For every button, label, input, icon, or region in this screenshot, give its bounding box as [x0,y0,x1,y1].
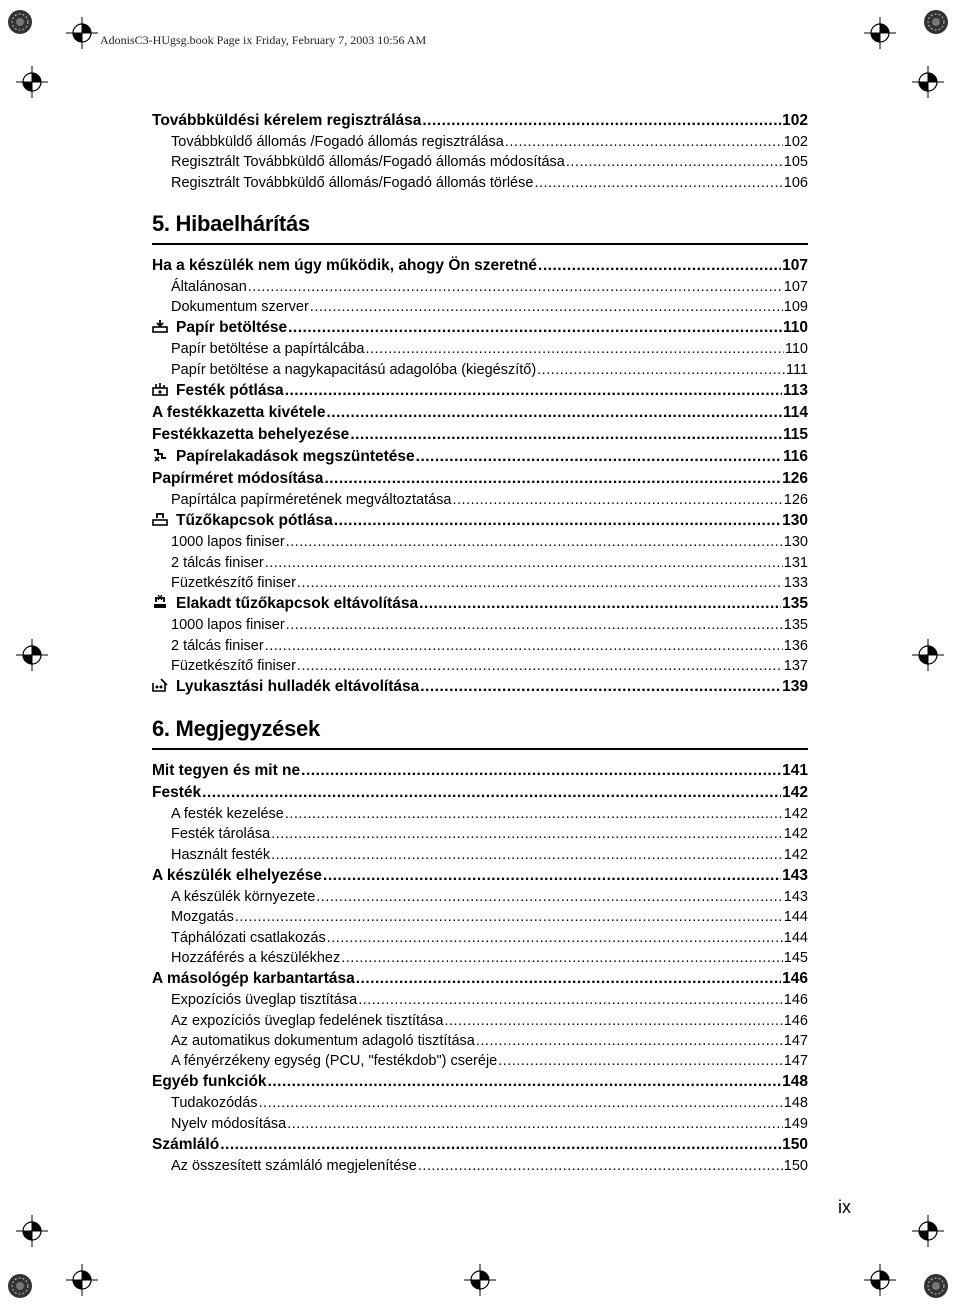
toc-page-number: 135 [783,617,808,634]
toc-page-number: 115 [782,426,808,444]
staple-load-icon [152,511,168,525]
toc-section-entry[interactable] [152,255,808,277]
toc-page-number: 111 [785,361,808,378]
dot-leader [326,402,782,424]
dot-leader [323,865,781,887]
toc-page-number: 146 [782,970,808,988]
toc-page-number: 144 [783,909,808,926]
toc-subsection-entry[interactable] [152,1011,808,1031]
toc-subsection-entry[interactable] [152,845,808,865]
toc-page-number: 150 [783,1158,808,1175]
page-header-slug: AdonisC3-HUgsg.book Page ix Friday, February 7, 2003 10:56 AM [100,33,427,47]
dot-leader [259,1093,783,1113]
toc-entry-title: Mozgatás [171,909,234,926]
dot-leader [356,968,781,990]
toc-page-number: 142 [783,846,808,863]
registration-mark-icon [864,1264,896,1296]
registration-mark-icon [464,1264,496,1296]
dot-leader [286,532,783,552]
toc-section-entry[interactable] [152,865,808,887]
toc-page-number: 142 [782,784,808,802]
toc-section-entry[interactable] [152,968,808,990]
toc-subsection-entry[interactable] [152,1051,808,1071]
toc-entry-title: 1000 lapos finiser [171,617,285,634]
dot-leader [248,277,783,297]
toc-entry-title: A festék kezelése [171,806,284,823]
color-target-icon [6,1272,34,1300]
registration-mark-icon [912,1215,944,1247]
misfeed-icon [152,447,168,461]
toc-page-number: 149 [783,1115,808,1132]
toc-page-number: 136 [783,637,808,654]
dot-leader [476,1031,783,1051]
toc-page-number: 131 [783,554,808,571]
toc-entry-title: Használt festék [171,846,271,863]
toc-page-number: 102 [783,134,808,150]
toc-entry-title: Tűzőkapcsok pótlása [176,512,333,530]
toc-entry-title: A készülék elhelyezése [152,867,323,885]
toc-subsection-entry[interactable] [152,277,808,297]
toc-section-entry[interactable] [152,760,808,782]
dot-leader [416,446,782,468]
color-target-icon [922,8,950,36]
registration-mark-icon [912,66,944,98]
toc-subsection-entry[interactable] [152,887,808,907]
toc-page-number: 126 [783,492,808,509]
dot-leader [310,297,783,317]
toc-entry-title: Továbbküldő állomás /Fogadó állomás regisztrálása [171,134,504,150]
toc-page-number: 130 [783,534,808,551]
toc-entry-title: Ha a készülék nem úgy működik, ahogy Ön szeretné [152,256,538,274]
toc-entry-title: A festékkazetta kivétele [152,404,326,422]
registration-mark-icon [66,1264,98,1296]
dot-leader [566,152,783,172]
dot-leader [341,948,783,968]
dot-leader [202,782,781,804]
toc-page-number: 146 [783,992,808,1009]
toc-entry-title: A fényérzékeny egység (PCU, "festékdob") cseréje [171,1053,498,1070]
registration-mark-icon [912,639,944,671]
toc-entry-title: Mit tegyen és mit ne [152,762,301,780]
dot-leader [285,804,783,824]
toc-entry-title: Expozíciós üveglap tisztítása [171,992,358,1009]
toc-page-number: 109 [783,299,808,316]
toc-subsection-entry[interactable] [152,553,808,573]
toc-page-number: 146 [783,1012,808,1029]
toc-entry-title: Továbbküldési kérelem regisztrálása [152,112,422,129]
toc-entry-title: Papír betöltése [176,319,288,337]
dot-leader [538,255,781,277]
toc-subsection-entry[interactable] [152,804,808,824]
dot-leader [350,424,782,446]
toc-subsection-entry[interactable] [152,360,808,380]
toc-subsection-entry[interactable] [152,907,808,927]
registration-mark-icon [16,1215,48,1247]
dot-leader [301,760,781,782]
toc-page-number: 148 [782,1073,808,1091]
toc-subsection-entry[interactable] [152,636,808,656]
toc-subsection-entry[interactable] [152,573,808,593]
toc-subsection-entry[interactable] [152,824,808,844]
toc-subsection-entry[interactable] [152,1093,808,1113]
toc-entry-title: Papírelakadások megszüntetése [176,448,415,466]
toner-icon [152,381,168,395]
toc-subsection-entry[interactable] [152,132,808,152]
registration-mark-icon [66,17,98,49]
toc-page-number: 142 [783,806,808,823]
dot-leader [286,615,783,635]
dot-leader [420,676,781,698]
toc-entry-title: Papír betöltése a nagykapacitású adagolóba (kiegészítő) [171,361,537,378]
toc-section-entry[interactable] [152,676,808,698]
toc-page-number: 126 [782,470,808,488]
dot-leader [498,1051,783,1071]
toc-subsection-entry[interactable] [152,173,808,193]
toc-entry-title: Táphálózati csatlakozás [171,929,326,946]
toc-page-number: 145 [783,949,808,966]
toc-entry-title: Hozzáférés a készülékhez [171,949,341,966]
toc-subsection-entry[interactable] [152,656,808,676]
toc-page-number: 113 [782,382,808,400]
dot-leader [287,1114,783,1134]
toc-entry-title: Az összesített számláló megjelenítése [171,1158,417,1175]
toc-entry-title: Számláló [152,1136,220,1154]
toc-section-entry[interactable] [152,380,808,402]
toc-entry-title: Egyéb funkciók [152,1073,267,1091]
toc-entry-title: Papír betöltése a papírtálcába [171,341,365,358]
registration-mark-icon [16,639,48,671]
color-target-icon [922,1272,950,1300]
dot-leader [327,928,783,948]
dot-leader [288,317,782,339]
toc-subsection-entry[interactable] [152,990,808,1010]
dot-leader [418,1156,783,1176]
dot-leader [419,593,781,615]
toc-entry-title: Az expozíciós üveglap fedelének tisztítása [171,1012,444,1029]
toc-entry-title: Füzetkészítő finiser [171,574,296,591]
toc-entry-title: Elakadt tűzőkapcsok eltávolítása [176,595,419,613]
dot-leader [444,1011,782,1031]
dot-leader [534,173,782,193]
toc-entry-title: A készülék környezete [171,889,316,906]
toc-page-number: 107 [782,256,808,274]
toc-page-number: 105 [783,154,808,171]
toc-subsection-entry[interactable] [152,615,808,635]
toc-subsection-entry[interactable] [152,928,808,948]
toc-page-number: 106 [783,174,808,191]
toc-page-number: 139 [782,678,808,696]
dot-leader [297,656,783,676]
toc-subsection-entry[interactable] [152,152,808,172]
toc-section-entry[interactable] [152,1134,808,1156]
dot-leader [422,110,781,132]
toc-section-entry[interactable] [152,402,808,424]
table-of-contents [152,110,808,1176]
toc-page-number: 141 [782,762,808,780]
paper-load-icon [152,318,168,332]
toc-entry-title: Regisztrált Továbbküldő állomás/Fogadó állomás törlése [171,174,534,191]
toc-page-number: 144 [783,929,808,946]
dot-leader [297,573,783,593]
dot-leader [537,360,785,380]
toc-entry-title: Festék pótlása [176,382,284,400]
toc-section-entry[interactable] [152,110,808,132]
registration-mark-icon [864,17,896,49]
dot-leader [271,824,783,844]
toc-entry-title: Festék tárolása [171,826,271,843]
toc-page-number: 110 [782,319,808,337]
toc-page-number: 130 [782,512,808,530]
toc-section-entry[interactable] [152,317,808,339]
page-number: ix [838,1197,851,1217]
toc-subsection-entry[interactable] [152,948,808,968]
staple-jam-icon [152,594,168,608]
chapter-heading: 5. Hibaelhárítás [152,207,808,245]
toc-subsection-entry[interactable] [152,297,808,317]
toc-page-number: 147 [783,1032,808,1049]
toc-page-number: 107 [783,278,808,295]
toc-subsection-entry[interactable] [152,1031,808,1051]
toc-subsection-entry[interactable] [152,339,808,359]
dot-leader [365,339,783,359]
chapter-heading: 6. Megjegyzések [152,712,808,750]
toc-entry-title: Az automatikus dokumentum adagoló tisztítása [171,1032,475,1049]
dot-leader [220,1134,781,1156]
toc-page-number: 148 [783,1095,808,1112]
toc-subsection-entry[interactable] [152,490,808,510]
toc-entry-title: 1000 lapos finiser [171,534,285,551]
toc-section-entry[interactable] [152,468,808,490]
toc-entry-title: Általánosan [171,278,247,295]
toc-page-number: 137 [783,657,808,674]
toc-subsection-entry[interactable] [152,532,808,552]
toc-page-number: 102 [782,112,808,129]
toc-entry-title: 2 tálcás finiser [171,637,264,654]
toc-entry-title: 2 tálcás finiser [171,554,264,571]
toc-page-number: 116 [782,448,808,466]
toc-page-number: 150 [782,1136,808,1154]
toc-entry-title: Nyelv módosítása [171,1115,287,1132]
dot-leader [324,468,781,490]
color-target-icon [6,8,34,36]
dot-leader [285,380,782,402]
toc-entry-title: Dokumentum szerver [171,299,309,316]
toc-entry-title: Papírtálca papírméretének megváltoztatása [171,492,452,509]
toc-entry-title: Füzetkészítő finiser [171,657,296,674]
dot-leader [265,553,783,573]
dot-leader [271,845,783,865]
toc-page-number: 147 [783,1053,808,1070]
toc-subsection-entry[interactable] [152,1114,808,1134]
toc-entry-title: Festékkazetta behelyezése [152,426,350,444]
toc-page-number: 133 [783,574,808,591]
toc-entry-title: Regisztrált Továbbküldő állomás/Fogadó állomás módosítása [171,154,565,171]
toc-section-entry[interactable] [152,1071,808,1093]
toc-page-number: 143 [782,867,808,885]
dot-leader [334,510,781,532]
dot-leader [452,490,782,510]
toc-page-number: 110 [784,341,808,358]
toc-entry-title: Papírméret módosítása [152,470,324,488]
toc-section-entry[interactable] [152,446,808,468]
toc-page-number: 142 [783,826,808,843]
registration-mark-icon [16,66,48,98]
toc-section-entry[interactable] [152,424,808,446]
toc-entry-title: Tudakozódás [171,1095,258,1112]
dot-leader [505,132,783,152]
toc-section-entry[interactable] [152,593,808,615]
toc-entry-title: A másológép karbantartása [152,970,355,988]
toc-page-number: 114 [782,404,808,422]
dot-leader [358,990,783,1010]
toc-page-number: 143 [783,889,808,906]
toc-entry-title: Festék [152,784,202,802]
toc-entry-title: Lyukasztási hulladék eltávolítása [176,678,420,696]
dot-leader [316,887,783,907]
dot-leader [268,1071,782,1093]
dot-leader [265,636,783,656]
toc-section-entry[interactable] [152,782,808,804]
toc-subsection-entry[interactable] [152,1156,808,1176]
toc-section-entry[interactable] [152,510,808,532]
dot-leader [235,907,783,927]
punch-waste-icon [152,677,168,691]
toc-page-number: 135 [782,595,808,613]
